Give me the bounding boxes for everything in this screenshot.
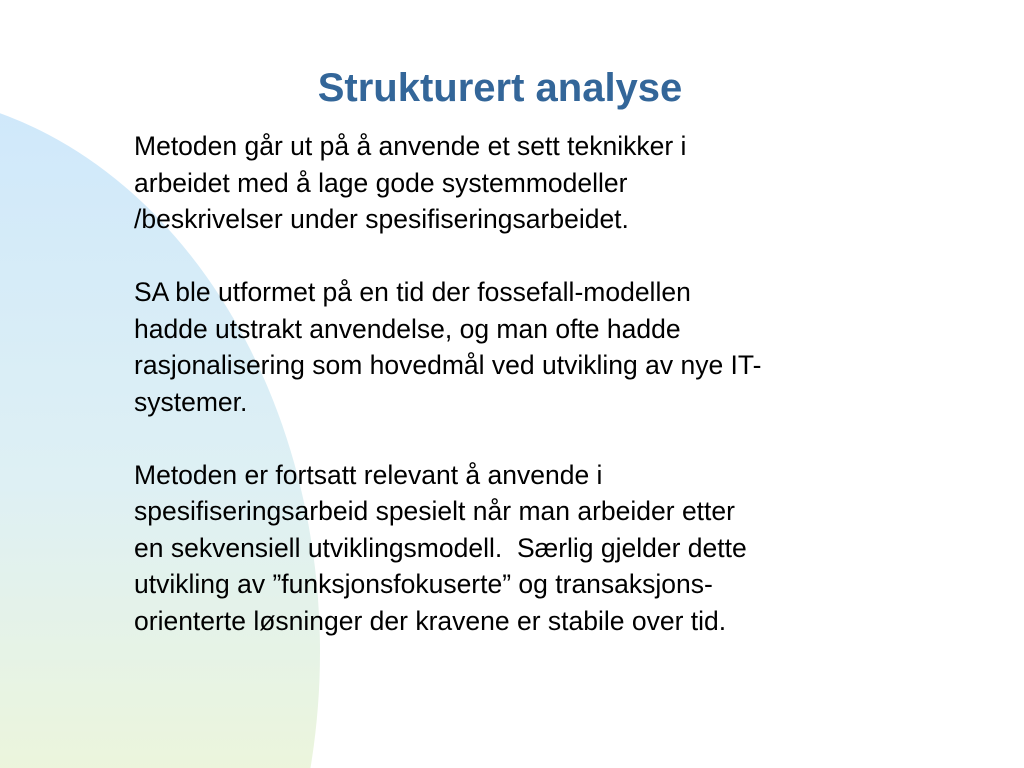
slide-title: Strukturert analyse	[317, 66, 683, 110]
body-paragraph-3: Metoden er fortsatt relevant å anvende i spesifiseringsarbeid spesielt når man arbeider etter en sekvensiell utviklingsmodell. Særlig gjelder dette utvikling av ”funksjonsfokuserte” og transaksjons- orienterte løsninger der kravene er stabile over tid.	[134, 459, 747, 636]
body-paragraph-1: Metoden går ut på å anvende et sett teknikker i arbeidet med å lage gode systemmodeller /beskrivelser under spesifiseringsarbeidet.	[134, 131, 687, 234]
body-paragraph-2: SA ble utformet på en tid der fossefall-modellen hadde utstrakt anvendelse, og man ofte hadde rasjonalisering som hovedmål ved utvikling av nye IT- systemer.	[134, 277, 762, 417]
slide-body	[134, 128, 964, 639]
